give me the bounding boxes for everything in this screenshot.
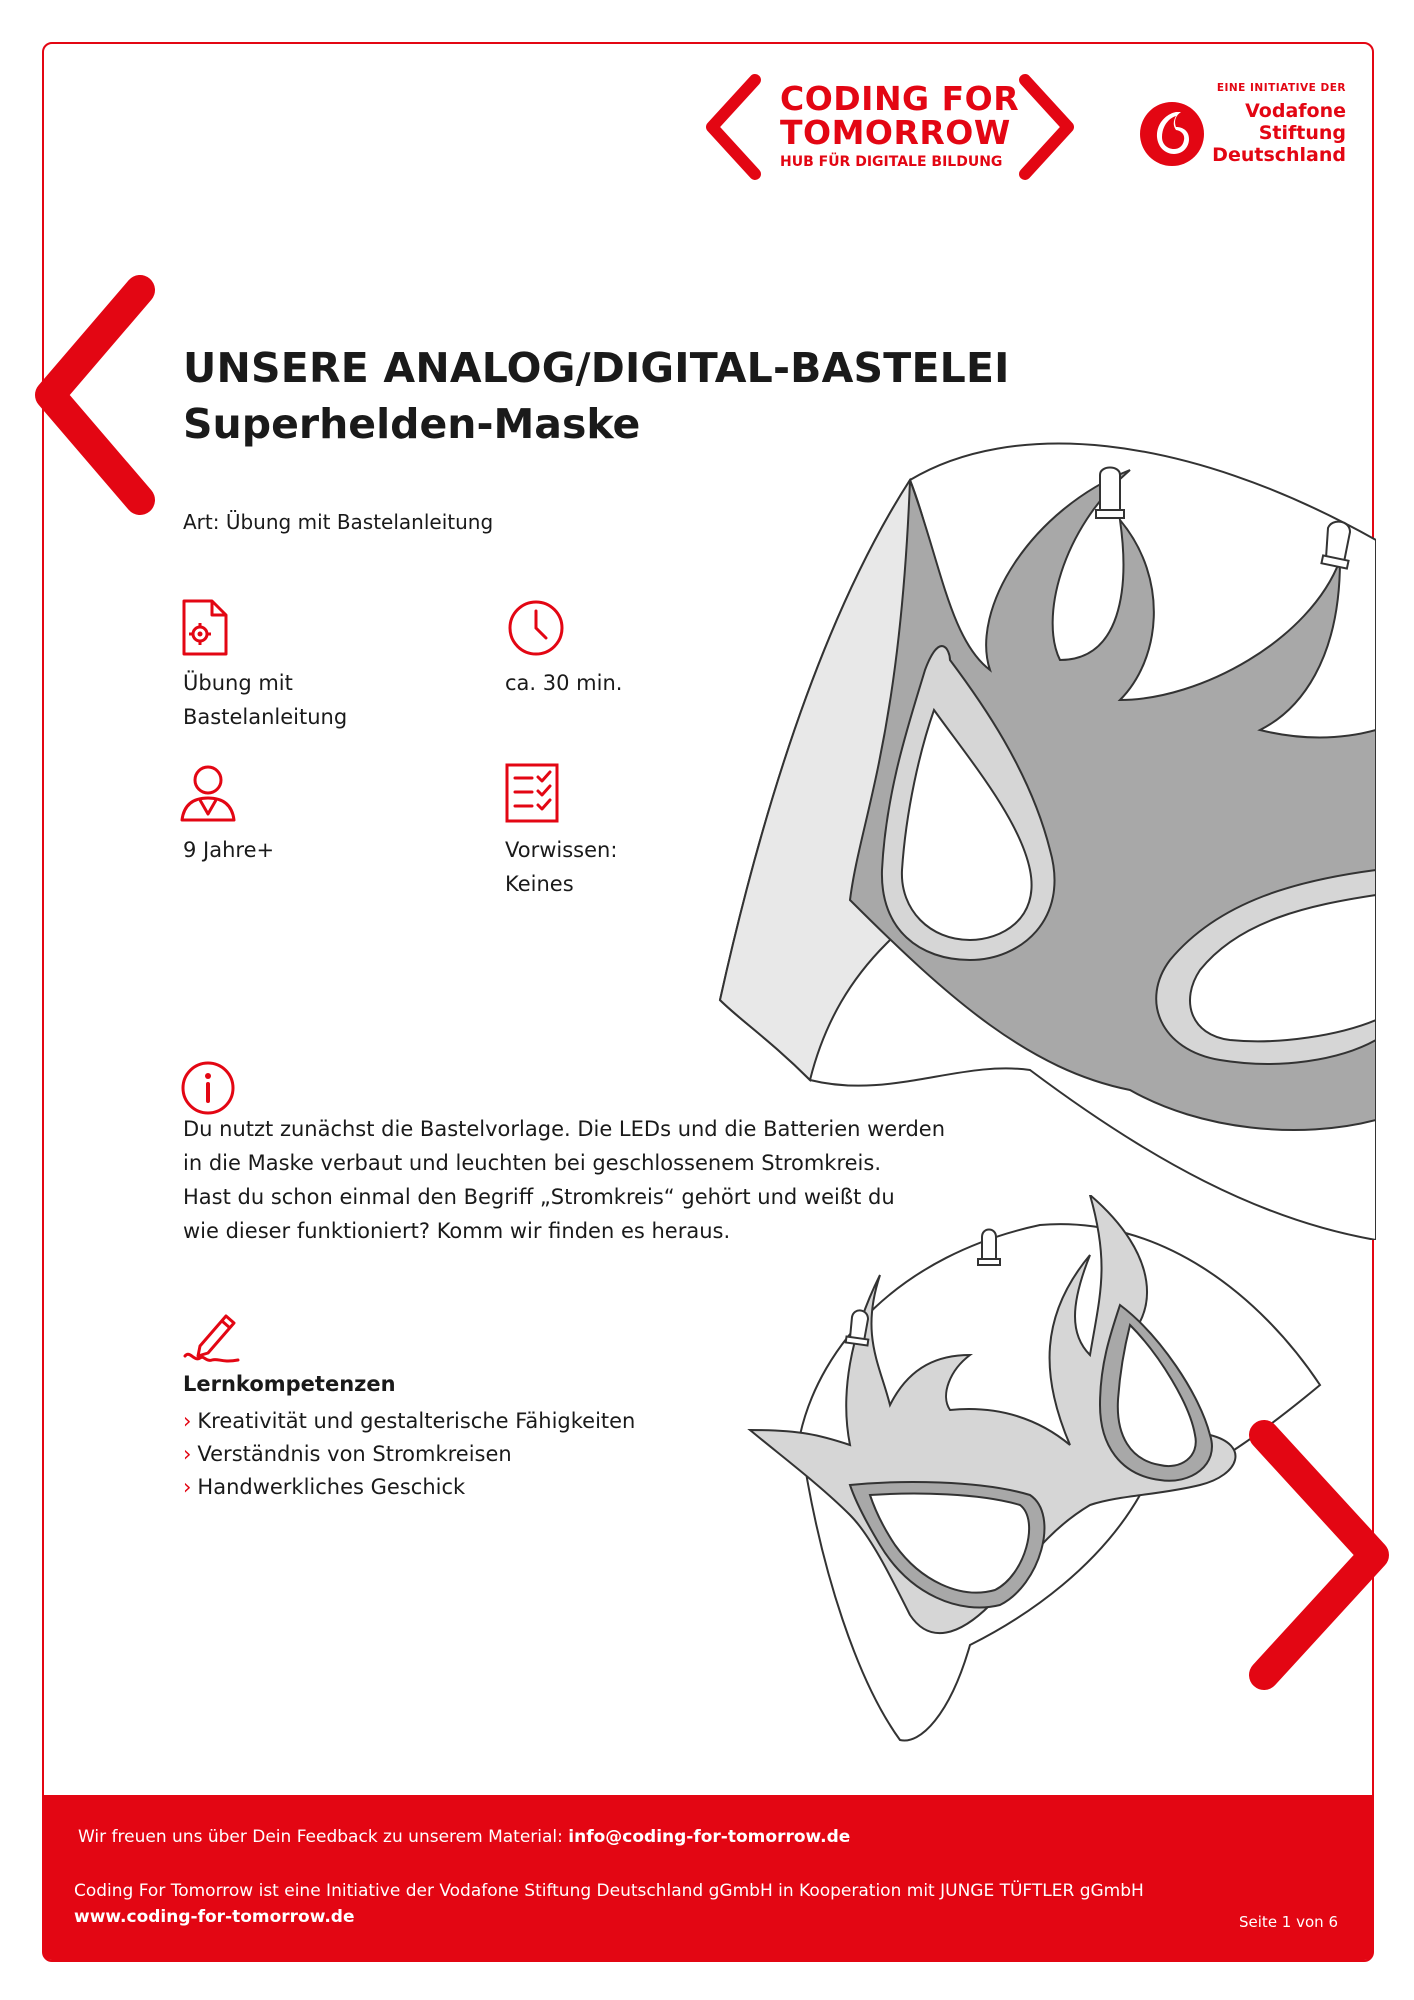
list-item-label: Handwerkliches Geschick — [197, 1475, 466, 1499]
list-item-label: Kreativität und gestalterische Fähigkeiten — [197, 1409, 636, 1433]
pencil-signature-icon — [182, 1310, 240, 1368]
info-prior-label: Vorwissen: — [505, 838, 618, 862]
clock-icon — [506, 598, 566, 658]
footer-email-link[interactable]: info@coding-for-tomorrow.de — [568, 1827, 851, 1847]
vodafone-line1: Vodafone — [1245, 100, 1346, 122]
description-line: Hast du schon einmal den Begriff „Stromkreis“ gehört und weißt du — [183, 1185, 895, 1209]
list-item — [183, 1438, 635, 1471]
logo-line-coding-for: CODING FOR — [780, 79, 1020, 118]
logo-line-hub: HUB FÜR DIGITALE BILDUNG — [780, 154, 1003, 170]
vodafone-initiative-label: EINE INITIATIVE DER — [1216, 82, 1346, 94]
left-chevron-decoration — [0, 270, 160, 520]
footer-feedback — [78, 1827, 850, 1847]
checklist-icon — [504, 762, 562, 824]
footer-page-number: Seite 1 von 6 — [1239, 1913, 1338, 1931]
page-title: UNSERE ANALOG/DIGITAL-BASTELEI — [183, 344, 1010, 392]
info-age: 9 Jahre+ — [183, 838, 275, 862]
vodafone-line2: Stiftung — [1258, 122, 1346, 144]
list-item-label: Verständnis von Stromkreisen — [197, 1442, 512, 1466]
logo-left-bracket-icon — [700, 72, 780, 182]
person-icon — [178, 762, 238, 824]
info-duration: ca. 30 min. — [505, 671, 623, 695]
footer — [42, 1795, 1374, 1960]
right-chevron-decoration — [1234, 1415, 1414, 1695]
info-prior — [505, 833, 617, 901]
info-type-line2: Bastelanleitung — [183, 705, 348, 729]
description — [183, 1112, 945, 1248]
chevron-right-icon: › — [183, 1475, 192, 1499]
chevron-right-icon: › — [183, 1442, 192, 1466]
info-type — [183, 666, 347, 734]
footer-feedback-text: Wir freuen uns über Dein Feedback zu unserem Material: — [78, 1827, 569, 1847]
page-subtitle: Superhelden-Maske — [183, 400, 641, 448]
logo-right-bracket-icon — [1000, 72, 1080, 182]
description-line: wie dieser funktioniert? Komm wir finden es heraus. — [183, 1219, 731, 1243]
coding-for-tomorrow-logo — [700, 72, 1080, 182]
lernkompetenzen-list — [183, 1405, 635, 1504]
list-item — [183, 1471, 635, 1504]
vodafone-speechmark-icon — [1138, 100, 1208, 170]
info-type-line1: Übung mit — [183, 671, 293, 695]
vodafone-line3: Deutschland — [1212, 144, 1346, 166]
chevron-right-icon: › — [183, 1409, 192, 1433]
description-line: Du nutzt zunächst die Bastelvorlage. Die LEDs und die Batterien werden — [183, 1117, 946, 1141]
logo-line-tomorrow: TOMORROW — [780, 113, 1011, 152]
lernkompetenzen-heading: Lernkompetenzen — [183, 1372, 396, 1396]
footer-initiative-text: Coding For Tomorrow ist eine Initiative der Vodafone Stiftung Deutschland gGmbH in Kooperation mit JUNGE TÜFTLER gGmbH — [74, 1881, 1144, 1901]
list-item — [183, 1405, 635, 1438]
info-prior-value: Keines — [505, 872, 574, 896]
description-line: in die Maske verbaut und leuchten bei geschlossenem Stromkreis. — [183, 1151, 881, 1175]
footer-website-link[interactable]: www.coding-for-tomorrow.de — [74, 1907, 355, 1927]
exercise-type-line: Art: Übung mit Bastelanleitung — [183, 510, 494, 534]
vodafone-stiftung-logo — [1130, 78, 1350, 178]
info-icon — [180, 1060, 236, 1116]
document-gear-icon — [180, 598, 230, 658]
